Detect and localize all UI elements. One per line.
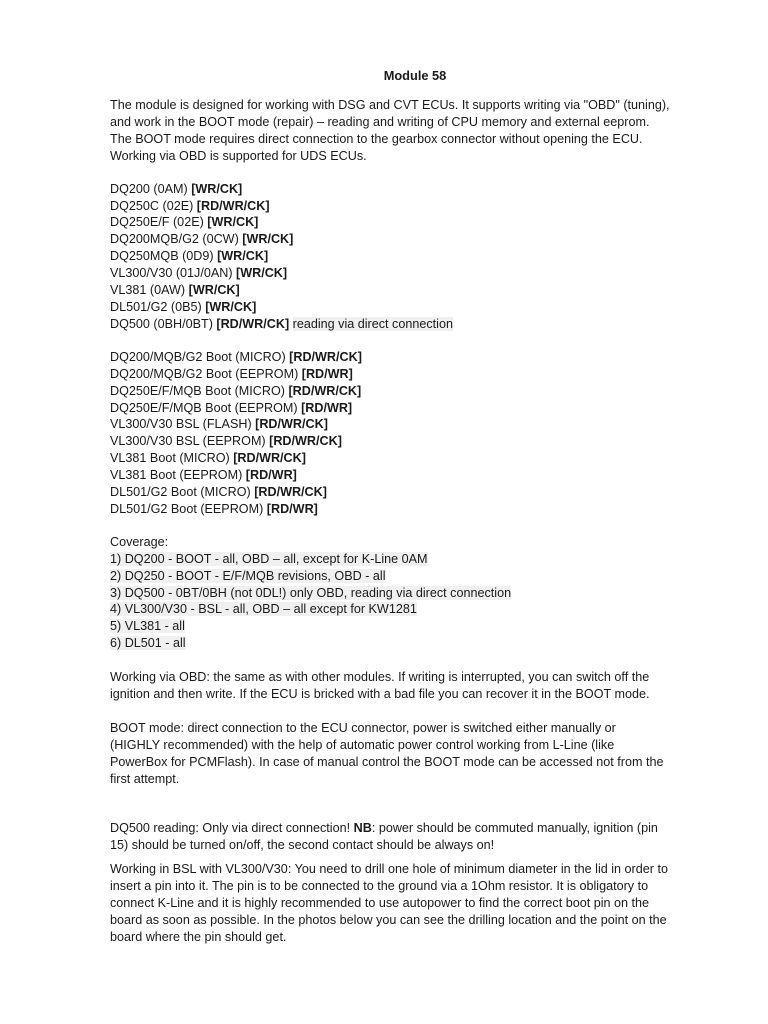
ecu-list-item xyxy=(110,248,720,265)
boot-name: VL381 Boot (MICRO) xyxy=(110,451,230,466)
dq500-paragraph xyxy=(110,820,720,854)
paragraph-line: ignition and then write. If the ECU is bricked with a bad file you can recover it in the BOOT mode. xyxy=(110,687,650,702)
boot-list-item xyxy=(110,501,720,518)
ecu-support-tag: [WR/CK] xyxy=(236,266,288,281)
ecu-support-tag: [RD/WR/CK] xyxy=(216,316,290,331)
paragraph-line: insert a pin into it. The pin is to be connected to the ground via a 1Ohm resistor. It is obligatory to xyxy=(110,879,649,894)
boot-list-item xyxy=(110,383,720,400)
ecu-name: VL300/V30 (01J/0AN) xyxy=(110,266,233,281)
coverage-item: 6) DL501 - all xyxy=(110,636,186,651)
boot-support-tag: [RD/WR] xyxy=(266,501,318,516)
ecu-list-item xyxy=(110,214,720,231)
document-title: Module 58 xyxy=(383,68,447,83)
boot-name: DQ200/MQB/G2 Boot (MICRO) xyxy=(110,349,286,364)
obd-paragraph xyxy=(110,669,720,703)
paragraph-line: (HIGHLY recommended) with the help of automatic power control working from L-Line (like xyxy=(110,737,615,752)
boot-name: VL300/V30 BSL (EEPROM) xyxy=(110,434,266,449)
paragraph-line xyxy=(110,820,720,837)
coverage-item: 3) DQ500 - 0BT/0BH (not 0DL!) only OBD, reading via direct connection xyxy=(110,585,512,600)
boot-list-item xyxy=(110,467,720,484)
boot-support-tag: [RD/WR] xyxy=(301,400,353,415)
boot-list-item xyxy=(110,349,720,366)
paragraph-line: board where the pin should get. xyxy=(110,930,287,945)
ecu-name: DQ500 (0BH/0BT) xyxy=(110,316,213,331)
paragraph-line: board as soon as possible. In the photos below you can see the drilling location and the point on the xyxy=(110,913,667,928)
intro-line: Working via OBD is supported for UDS ECUs. xyxy=(110,148,367,163)
boot-support-tag: [RD/WR] xyxy=(245,468,297,483)
coverage-item: 5) VL381 - all xyxy=(110,619,185,634)
intro-line: The BOOT mode requires direct connection to the gearbox connector without opening the ECU. xyxy=(110,131,643,146)
paragraph-line: BOOT mode: direct connection to the ECU connector, power is switched either manually or xyxy=(110,721,616,735)
coverage-heading: Coverage: xyxy=(110,534,169,549)
boot-name: DL501/G2 Boot (MICRO) xyxy=(110,485,251,500)
ecu-support-tag: [WR/CK] xyxy=(217,249,269,264)
boot-mode-paragraph xyxy=(110,720,720,788)
obd-ecu-list xyxy=(110,181,720,333)
ecu-list-item xyxy=(110,316,720,333)
nb-label: NB xyxy=(353,820,372,835)
ecu-note: reading via direct connection xyxy=(292,316,453,331)
ecu-list-item xyxy=(110,231,720,248)
intro-line: The module is designed for working with DSG and CVT ECUs. It supports writing via "OBD" (tuning), xyxy=(110,98,670,112)
boot-support-tag: [RD/WR/CK] xyxy=(233,451,306,466)
boot-support-tag: [RD/WR/CK] xyxy=(288,383,362,398)
boot-name: VL300/V30 BSL (FLASH) xyxy=(110,417,252,432)
ecu-list-item xyxy=(110,198,720,215)
paragraph-line: connect K-Line and it is highly recommended to use autopower to find the correct boot pin on the xyxy=(110,896,650,911)
coverage-section xyxy=(110,534,720,652)
ecu-name: DQ250C (02E) xyxy=(110,198,194,213)
ecu-name: VL381 (0AW) xyxy=(110,283,186,298)
coverage-item: 4) VL300/V30 - BSL - all, OBD – all except for KW1281 xyxy=(110,602,417,617)
ecu-support-tag: [WR/CK] xyxy=(188,283,240,298)
ecu-name: DL501/G2 (0B5) xyxy=(110,299,202,314)
boot-list-item xyxy=(110,366,720,383)
dq500-rest: : power should be commuted manually, ignition (pin xyxy=(371,820,658,835)
paragraph-line: 15) should be turned on/off, the second contact should be always on! xyxy=(110,837,495,852)
boot-ecu-list xyxy=(110,349,720,518)
ecu-list-item xyxy=(110,282,720,299)
boot-support-tag: [RD/WR/CK] xyxy=(254,485,327,500)
ecu-support-tag: [WR/CK] xyxy=(191,181,243,196)
paragraph-line: Working in BSL with VL300/V30: You need to drill one hole of minimum diameter in the lid in order to xyxy=(110,862,668,877)
intro-paragraph xyxy=(110,97,720,165)
boot-name: DQ250E/F/MQB Boot (EEPROM) xyxy=(110,400,298,415)
boot-support-tag: [RD/WR/CK] xyxy=(289,349,362,364)
coverage-item: 2) DQ250 - BOOT - E/F/MQB revisions, OBD - all xyxy=(110,568,386,583)
boot-list-item xyxy=(110,433,720,450)
ecu-name: DQ250MQB (0D9) xyxy=(110,249,214,264)
dq500-lead: DQ500 reading: Only via direct connection! xyxy=(110,820,351,835)
ecu-list-item xyxy=(110,181,720,198)
boot-support-tag: [RD/WR/CK] xyxy=(255,417,328,432)
bsl-paragraph xyxy=(110,861,720,946)
ecu-support-tag: [WR/CK] xyxy=(242,232,294,247)
ecu-support-tag: [WR/CK] xyxy=(207,215,259,230)
ecu-support-tag: [RD/WR/CK] xyxy=(196,198,270,213)
paragraph-line: Working via OBD: the same as with other modules. If writing is interrupted, you can switch off the xyxy=(110,670,650,685)
boot-list-item xyxy=(110,450,720,467)
coverage-item: 1) DQ200 - BOOT - all, OBD – all, except for K-Line 0AM xyxy=(110,551,428,566)
boot-list-item xyxy=(110,484,720,501)
ecu-name: DQ250E/F (02E) xyxy=(110,215,204,230)
ecu-support-tag: [WR/CK] xyxy=(205,299,257,314)
boot-name: DQ200/MQB/G2 Boot (EEPROM) xyxy=(110,366,299,381)
paragraph-line: first attempt. xyxy=(110,771,180,786)
boot-name: DL501/G2 Boot (EEPROM) xyxy=(110,501,264,516)
document-page xyxy=(110,66,720,946)
ecu-name: DQ200 (0AM) xyxy=(110,181,188,196)
ecu-list-item xyxy=(110,299,720,316)
boot-list-item xyxy=(110,400,720,417)
boot-list-item xyxy=(110,416,720,433)
boot-support-tag: [RD/WR] xyxy=(301,366,353,381)
boot-support-tag: [RD/WR/CK] xyxy=(269,434,342,449)
boot-name: VL381 Boot (EEPROM) xyxy=(110,468,243,483)
intro-line: and work in the BOOT mode (repair) – reading and writing of CPU memory and external eeprom. xyxy=(110,114,650,129)
ecu-name: DQ200MQB/G2 (0CW) xyxy=(110,232,239,247)
ecu-list-item xyxy=(110,265,720,282)
boot-name: DQ250E/F/MQB Boot (MICRO) xyxy=(110,383,285,398)
paragraph-line: PowerBox for PCMFlash). In case of manual control the BOOT mode can be accessed not from the xyxy=(110,754,664,769)
